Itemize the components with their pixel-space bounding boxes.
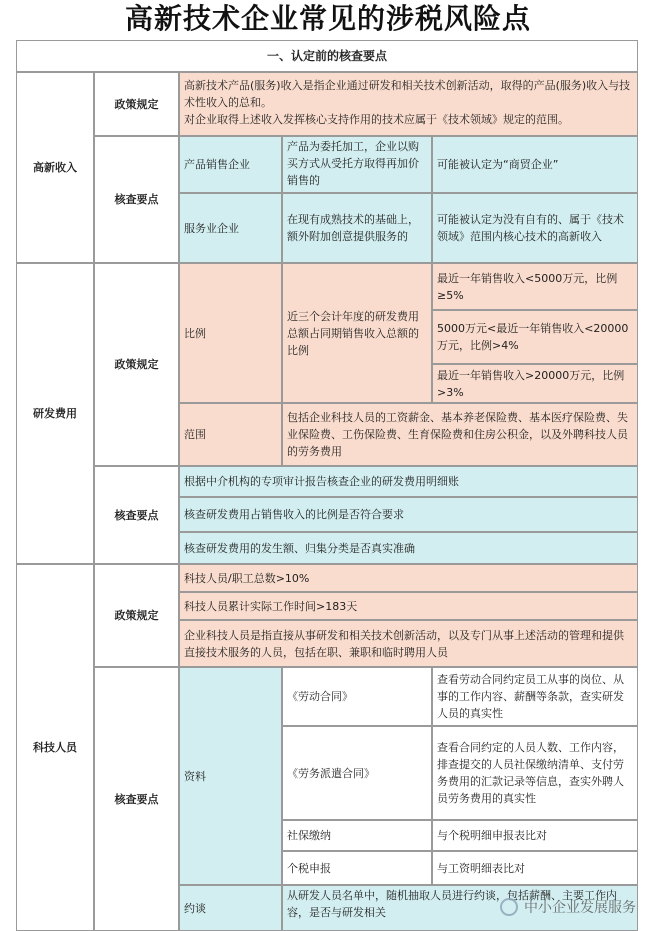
- section-header: 一、认定前的核查要点: [16, 40, 638, 72]
- g1-r1-condition: 产品为委托加工，企业以购买方式从受托方取得再加价销售的: [282, 136, 432, 193]
- g3-doc-2-desc: 查看合同约定的人员人数、工作内容，排查提交的人员社保缴纳清单、支付劳务费用的汇款记录等信息，查实外聘人员劳务费用的真实性: [432, 726, 638, 820]
- g3-doc-2-name: 《劳务派遣合同》: [282, 726, 432, 820]
- group-label-rd-expense: 研发费用: [16, 263, 94, 564]
- g3-policy-3: 企业科技人员是指直接从事研发和相关技术创新活动，以及专门从事上述活动的管理和提供直接技术服务的人员，包括在职、兼职和临时聘用人员: [179, 620, 638, 667]
- g1-check-label: 核查要点: [94, 136, 179, 263]
- g3-data-label: 资料: [179, 667, 282, 885]
- g3-policy-2: 科技人员累计实际工作时间>183天: [179, 592, 638, 620]
- g3-policy-label: 政策规定: [94, 564, 179, 667]
- g2-ratio-2: 5000万元<最近一年销售收入<20000万元，比例>4%: [432, 310, 638, 364]
- g2-check-2: 核查研发费用占销售收入的比例是否符合要求: [179, 497, 638, 532]
- g1-r1-type: 产品销售企业: [179, 136, 282, 193]
- g2-ratio-desc: 近三个会计年度的研发费用总额占同期销售收入总额的比例: [282, 263, 432, 403]
- g3-check-label: 核查要点: [94, 667, 179, 931]
- group-label-tech-staff: 科技人员: [16, 564, 94, 931]
- g1-policy-label: 政策规定: [94, 72, 179, 136]
- g1-r2-result: 可能被认定为没有自有的、属于《技术领域》范围内核心技术的高新收入: [432, 193, 638, 263]
- g3-doc-3-desc: 与个税明细申报表比对: [432, 820, 638, 851]
- g3-policy-1: 科技人员/职工总数>10%: [179, 564, 638, 592]
- watermark-text: 中小企业发展服务: [524, 900, 636, 916]
- g2-scope-label: 范围: [179, 403, 282, 466]
- g2-check-1: 根据中介机构的专项审计报告核查企业的研发费用明细账: [179, 466, 638, 497]
- g3-doc-3-name: 社保缴纳: [282, 820, 432, 851]
- g2-ratio-label: 比例: [179, 263, 282, 403]
- g2-check-3: 核查研发费用的发生额、归集分类是否真实准确: [179, 532, 638, 564]
- g1-r2-condition: 在现有成熟技术的基础上， 额外附加创意提供服务的: [282, 193, 432, 263]
- g3-doc-4-desc: 与工资明细表比对: [432, 851, 638, 885]
- g1-r2-type: 服务业企业: [179, 193, 282, 263]
- g2-scope-text: 包括企业科技人员的工资薪金、基本养老保险费、基本医疗保险费、失业保险费、工伤保险费、生育保险费和住房公积金，以及外聘科技人员的劳务费用: [282, 403, 638, 466]
- g2-ratio-3: 最近一年销售收入>20000万元，比例>3%: [432, 364, 638, 403]
- g1-policy-text: 高新技术产品(服务)收入是指企业通过研发和相关技术创新活动，取得的产品(服务)收入与技术性收入的总和。 对企业取得上述收入发挥核心支持作用的技术应属于《技术领域》规定的范围。: [179, 72, 638, 136]
- g2-check-label: 核查要点: [94, 466, 179, 564]
- g1-r1-result: 可能被认定为“商贸企业”: [432, 136, 638, 193]
- g3-doc-1-desc: 查看劳动合同约定员工从事的岗位、从事的工作内容、薪酬等条款，查实研发人员的真实性: [432, 667, 638, 726]
- g2-policy-label: 政策规定: [94, 263, 179, 466]
- g3-doc-1-name: 《劳动合同》: [282, 667, 432, 726]
- page-title: 高新技术企业常见的涉税风险点: [124, 2, 531, 35]
- wechat-logo-icon: [500, 898, 518, 916]
- g3-interview-label: 约谈: [179, 885, 282, 931]
- group-label-high-tech-revenue: 高新收入: [16, 72, 94, 263]
- watermark: [500, 897, 636, 917]
- g3-doc-4-name: 个税申报: [282, 851, 432, 885]
- g3-interview-text: 从研发人员名单中，随机抽取人员进行约谈，包括薪酬、主要工作内容，是否与研发相关: [282, 885, 638, 931]
- g2-ratio-1: 最近一年销售收入<5000万元，比例≥5%: [432, 263, 638, 310]
